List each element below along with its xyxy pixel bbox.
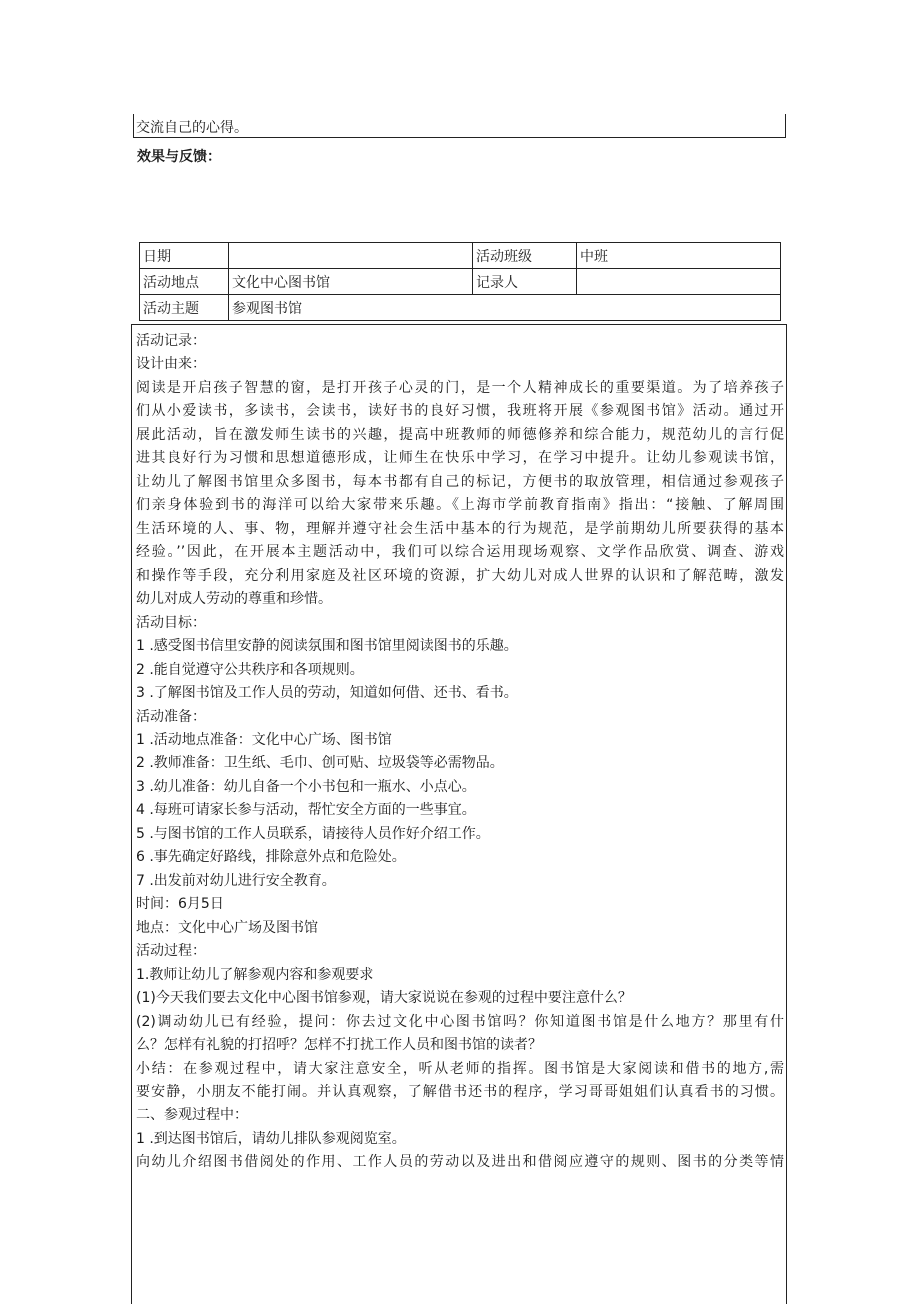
table-row bbox=[140, 243, 781, 269]
theme-label: 活动主题 bbox=[140, 295, 229, 321]
record-line: 么？怎样有礼貌的打招呼？怎样不打扰工作人员和图书馆的读者？ bbox=[136, 1037, 542, 1054]
location-value: 文化中心图书馆 bbox=[229, 269, 473, 295]
record-line: 展此活动，旨在激发师生读书的兴趣，提高中班教师的师德修养和综合能力，规范幼儿的言行促 bbox=[136, 426, 784, 443]
date-value bbox=[229, 243, 473, 269]
record-line: 地点：文化中心广场及图书馆 bbox=[136, 919, 318, 936]
feedback-heading: 效果与反馈： bbox=[137, 149, 221, 165]
theme-value: 参观图书馆 bbox=[229, 295, 781, 321]
record-line: 们从小爱读书，多读书，会读书，读好书的良好习惯，我班将开展《参观图书馆》活动。通过开 bbox=[136, 403, 784, 420]
previous-section-text: 交流自己的心得。 bbox=[136, 120, 248, 136]
record-line: 3 .幼儿准备：幼儿自备一个小书包和一瓶水、小点心。 bbox=[136, 778, 476, 795]
record-line: 1.教师让幼儿了解参观内容和参观要求 bbox=[136, 966, 374, 983]
record-line: 3 .了解图书馆及工作人员的劳动，知道如何借、还书、看书。 bbox=[136, 685, 518, 702]
record-line: 和操作等手段，充分利用家庭及社区环境的资源，扩大幼儿对成人世界的认识和了解范畴，激发 bbox=[136, 567, 784, 584]
record-line: 让幼儿了解图书馆里众多图书，每本书都有自己的标记，方便书的取放管理，相信通过参观孩子 bbox=[136, 473, 784, 490]
recorder-value bbox=[577, 269, 781, 295]
record-line: 2 .能自觉遵守公共秩序和各项规则。 bbox=[136, 661, 364, 678]
record-line: 小结：在参观过程中，请大家注意安全，听从老师的指挥。图书馆是大家阅读和借书的地方,需 bbox=[136, 1060, 784, 1077]
class-value: 中班 bbox=[577, 243, 781, 269]
record-line: 经验。’’因此，在开展本主题活动中，我们可以综合运用现场观察、文学作品欣赏、调查、游戏 bbox=[136, 544, 784, 561]
record-line: 4 .每班可请家长参与活动，帮忙安全方面的一些事宜。 bbox=[136, 802, 476, 819]
recorder-label: 记录人 bbox=[473, 269, 577, 295]
record-line: (2)调动幼儿已有经验，提问：你去过文化中心图书馆吗？你知道图书馆是什么地方？那里有什 bbox=[136, 1013, 784, 1030]
record-line: 生活环境的人、事、物，理解并遵守社会生活中基本的行为规范，是学前期幼儿所要获得的基本 bbox=[136, 520, 784, 537]
record-line: 们亲身体验到书的海洋可以给大家带来乐趣。《上海市学前教育指南》指出：“接触、了解周围 bbox=[136, 497, 784, 514]
table-row bbox=[140, 269, 781, 295]
record-line: 1 .活动地点准备：文化中心广场、图书馆 bbox=[136, 731, 392, 748]
record-line: 时间：6月5日 bbox=[136, 896, 224, 913]
record-line: 要安静，小朋友不能打闹。并认真观察，了解借书还书的程序，学习哥哥姐姐们认真看书的习惯。 bbox=[136, 1084, 784, 1100]
previous-section-box bbox=[133, 114, 786, 138]
record-line: 6 .事先确定好路线，排除意外点和危险处。 bbox=[136, 849, 406, 866]
record-line: 活动准备： bbox=[136, 708, 206, 725]
record-line: 活动过程： bbox=[136, 943, 206, 960]
activity-info-table bbox=[139, 242, 781, 321]
date-label: 日期 bbox=[140, 243, 229, 269]
record-line: 幼儿对成人劳动的尊重和珍惜。 bbox=[136, 591, 332, 608]
record-line: 1 .感受图书信里安静的阅读氛围和图书馆里阅读图书的乐趣。 bbox=[136, 638, 518, 655]
record-line: 二、参观过程中： bbox=[136, 1107, 248, 1124]
record-line: 5 .与图书馆的工作人员联系，请接待人员作好介绍工作。 bbox=[136, 825, 490, 842]
table-row bbox=[140, 295, 781, 321]
record-line: 设计由来： bbox=[136, 356, 206, 373]
location-label: 活动地点 bbox=[140, 269, 229, 295]
record-line: 阅读是开启孩子智慧的窗，是打开孩子心灵的门，是一个人精神成长的重要渠道。为了培养孩子 bbox=[136, 379, 784, 396]
record-line: 活动目标： bbox=[136, 614, 206, 631]
record-line: 1 .到达图书馆后，请幼儿排队参观阅览室。 bbox=[136, 1130, 406, 1147]
record-line: 活动记录： bbox=[136, 333, 206, 349]
record-line: 2 .教师准备：卫生纸、毛巾、创可贴、垃圾袋等必需物品。 bbox=[136, 755, 504, 772]
record-line: 进其良好行为习惯和思想道德形成，让师生在快乐中学习，在学习中提升。让幼儿参观读书馆， bbox=[136, 450, 784, 467]
activity-record-box bbox=[131, 324, 787, 1304]
record-line: (1)今天我们要去文化中心图书馆参观，请大家说说在参观的过程中要注意什么？ bbox=[136, 990, 632, 1007]
class-label: 活动班级 bbox=[473, 243, 577, 269]
record-line: 7 .出发前对幼儿进行安全教育。 bbox=[136, 872, 336, 889]
record-line: 向幼儿介绍图书借阅处的作用、工作人员的劳动以及进出和借阅应遵守的规则、图书的分类等情 bbox=[136, 1154, 784, 1171]
